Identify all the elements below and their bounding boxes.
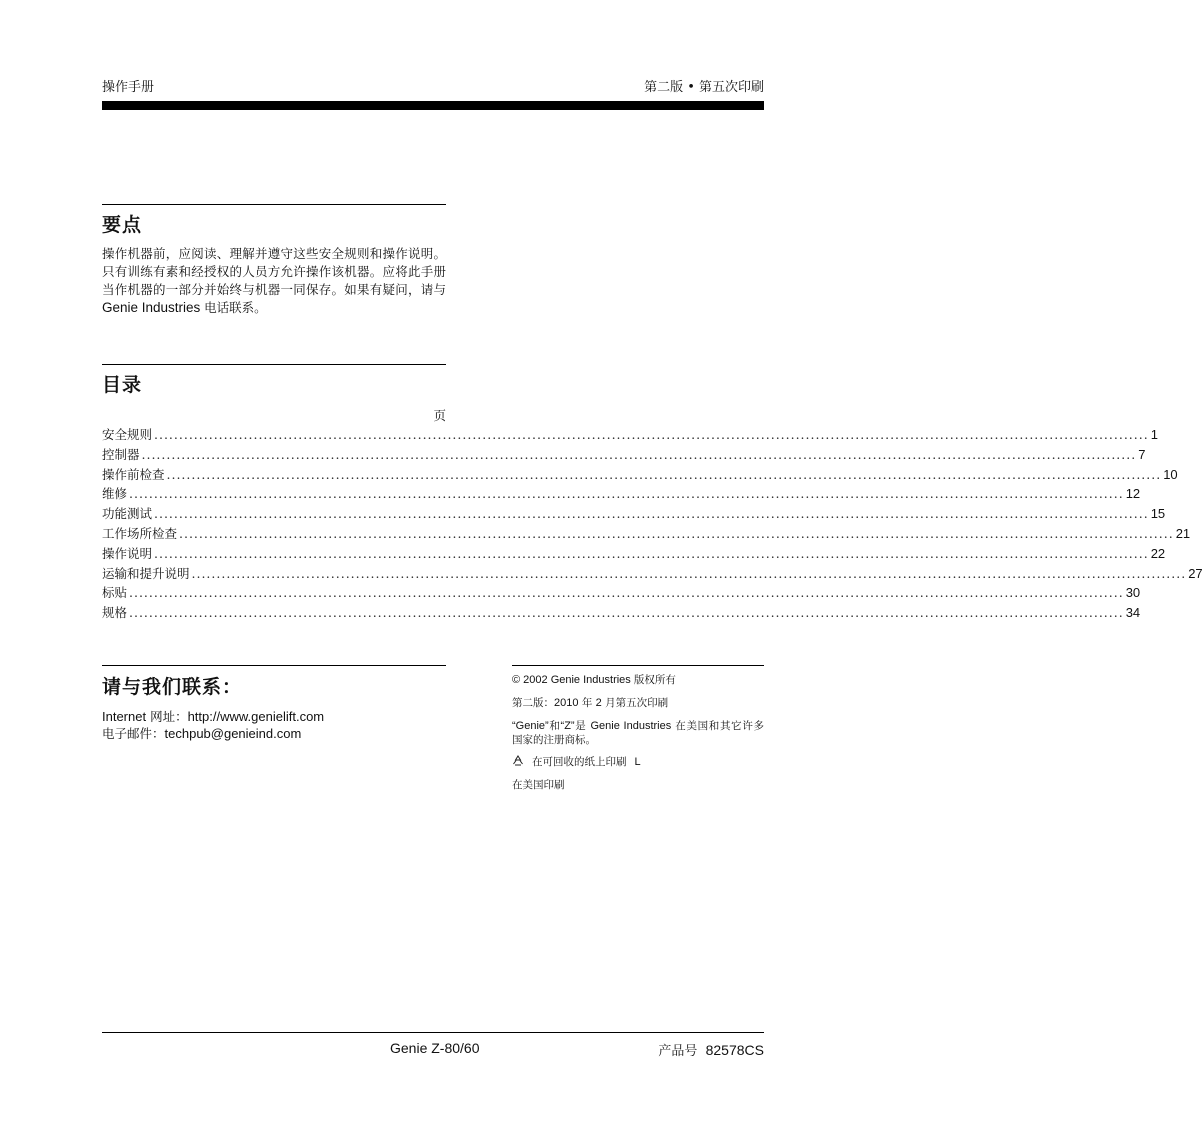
edition-month: 2 bbox=[595, 697, 602, 709]
edition-month-text: 月第五次印刷 bbox=[601, 697, 669, 709]
toc-page-header: 页 bbox=[433, 408, 446, 423]
email-link[interactable]: techpub@genieind.com bbox=[164, 726, 302, 741]
toc-item[interactable] bbox=[102, 564, 1203, 584]
toc-item-page: 1 bbox=[1150, 427, 1158, 442]
contact-web-line bbox=[102, 708, 324, 725]
toc-item-title: 操作说明 bbox=[102, 545, 153, 561]
contact-info bbox=[102, 708, 324, 742]
toc-item-title: 运输和提升说明 bbox=[102, 565, 190, 581]
toc-leader-dots: ........................................................................................................................................................................................................ bbox=[129, 486, 1124, 502]
toc-item-title: 标贴 bbox=[102, 585, 128, 601]
toc-item-title: 功能测试 bbox=[102, 506, 153, 522]
edition-year: 2010 bbox=[554, 697, 579, 709]
header-edition: 第二版 • 第五次印刷 bbox=[644, 80, 764, 95]
toc-item-page: 10 bbox=[1163, 466, 1178, 482]
toc-item-page: 7 bbox=[1138, 446, 1146, 462]
web-url-link[interactable]: http://www.genielift.com bbox=[187, 709, 325, 724]
toc-item-title: 维修 bbox=[102, 486, 128, 502]
important-text-part1: 操作机器前，应阅读、理解并遵守这些安全规则和操作说明。只有训练有素和经授权的人员方允许操作该机器。应将此手册当作机器的一部分并始终与机器一同保存。如果有疑问，请与 bbox=[102, 246, 446, 297]
toc-leader-dots: ........................................................................................................................................................................................................ bbox=[191, 565, 1187, 581]
internet-label: Internet bbox=[102, 709, 147, 724]
copyright-line bbox=[512, 673, 764, 687]
trademark-company: Genie Industries bbox=[590, 720, 672, 732]
toc-leader-dots: ........................................................................................................................................................................................................ bbox=[129, 605, 1124, 621]
contact-title: 请与我们联系： bbox=[102, 676, 243, 698]
toc-item-title: 控制器 bbox=[102, 446, 140, 462]
recycled-line bbox=[512, 755, 764, 769]
copyright-latin: © 2002 Genie Industries bbox=[512, 674, 634, 686]
toc-item-title: 安全规则 bbox=[102, 427, 153, 442]
toc-title: 目录 bbox=[102, 374, 143, 396]
footer-rule bbox=[102, 1032, 764, 1033]
trademark-and: 和 bbox=[548, 720, 561, 732]
toc-leader-dots: ........................................................................................................................................................................................................ bbox=[154, 545, 1149, 561]
toc-rule bbox=[102, 364, 446, 365]
toc-item[interactable] bbox=[102, 484, 1141, 504]
important-company: Genie Industries bbox=[102, 300, 205, 315]
contact-email-line bbox=[102, 725, 324, 742]
trademark-is: 是 bbox=[574, 720, 591, 732]
footer-model: Genie Z-80/60 bbox=[390, 1040, 480, 1056]
toc-item[interactable] bbox=[102, 603, 1141, 623]
toc-item-page: 12 bbox=[1125, 486, 1141, 502]
toc-leader-dots: ........................................................................................................................................................................................................ bbox=[154, 506, 1149, 522]
header-manual-title: 操作手册 bbox=[102, 80, 155, 95]
important-text bbox=[102, 245, 446, 317]
toc-item-page: 34 bbox=[1125, 605, 1141, 621]
header-divider-bar bbox=[102, 101, 764, 110]
part-number-label: 产品号 bbox=[658, 1044, 698, 1059]
toc-item-page: 15 bbox=[1150, 506, 1166, 522]
email-label: 电子邮件： bbox=[102, 726, 165, 741]
edition-label: 第二版： bbox=[512, 697, 554, 709]
recycle-icon bbox=[512, 755, 524, 767]
toc-item[interactable] bbox=[102, 504, 1166, 524]
toc-item-title: 工作场所检查 bbox=[102, 525, 178, 541]
edition-year-unit: 年 bbox=[578, 697, 596, 709]
toc-item-page: 27 bbox=[1188, 565, 1203, 581]
toc-leader-dots: ........................................................................................................................................................................................................ bbox=[154, 427, 1149, 442]
copyright-cjk: 版权所有 bbox=[633, 674, 676, 686]
toc-item[interactable] bbox=[102, 583, 1141, 603]
toc-leader-dots: ........................................................................................................................................................................................................ bbox=[141, 446, 1137, 462]
recycled-code: L bbox=[634, 756, 641, 768]
trademark-text bbox=[512, 719, 764, 747]
toc-leader-dots: ........................................................................................................................................................................................................ bbox=[129, 585, 1124, 601]
trademark-z: “Z” bbox=[560, 720, 575, 732]
toc-item[interactable] bbox=[102, 425, 1158, 445]
important-text-part2: 电话联系。 bbox=[204, 300, 267, 315]
toc-item-page: 21 bbox=[1175, 525, 1191, 541]
toc-item[interactable] bbox=[102, 445, 1146, 465]
trademark-genie: “Genie” bbox=[512, 720, 549, 732]
toc-item[interactable] bbox=[102, 544, 1166, 564]
important-title: 要点 bbox=[102, 214, 143, 236]
toc-item[interactable] bbox=[102, 465, 1178, 485]
trademark-rest: 在美国和其它许多国家的注册商标。 bbox=[512, 720, 764, 746]
toc-leader-dots: ........................................................................................................................................................................................................ bbox=[166, 466, 1162, 482]
contact-rule bbox=[102, 665, 446, 666]
edition-line bbox=[512, 696, 764, 710]
toc-item-title: 操作前检查 bbox=[102, 466, 165, 482]
toc-item-page: 30 bbox=[1125, 585, 1141, 601]
toc-item-title: 规格 bbox=[102, 605, 128, 621]
important-rule bbox=[102, 204, 446, 205]
toc-item-page: 22 bbox=[1150, 545, 1166, 561]
web-label: 网址： bbox=[146, 709, 188, 724]
toc-leader-dots: ........................................................................................................................................................................................................ bbox=[179, 525, 1174, 541]
part-number-value: 82578CS bbox=[705, 1042, 764, 1058]
toc-item[interactable] bbox=[102, 524, 1191, 544]
recycled-text: 在可回收的纸上印刷 bbox=[532, 756, 627, 768]
footer-part-number bbox=[658, 1040, 764, 1059]
printed-in-usa: 在美国印刷 bbox=[512, 779, 565, 791]
copyright-rule bbox=[512, 665, 764, 666]
toc-list bbox=[102, 406, 1203, 623]
